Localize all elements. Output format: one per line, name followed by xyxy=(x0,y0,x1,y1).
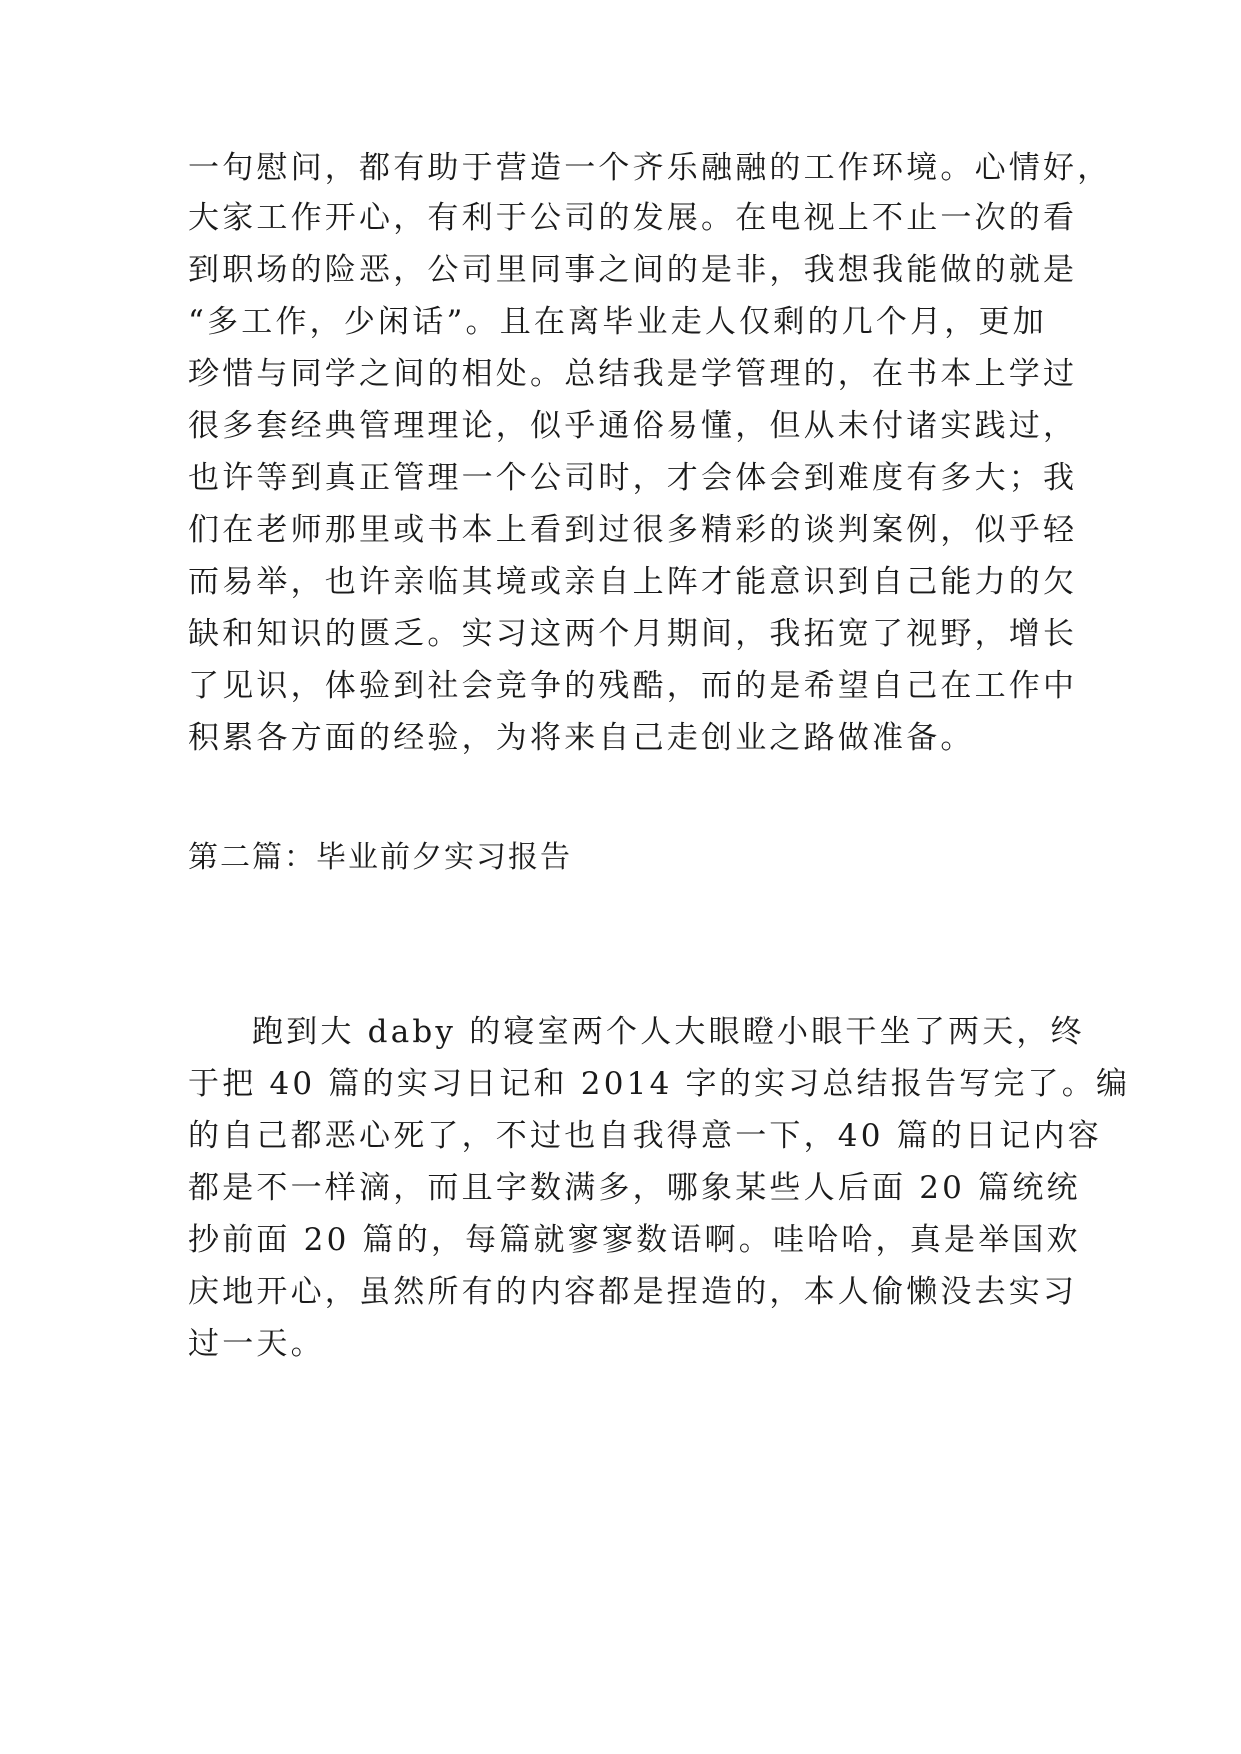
text-line: 缺和知识的匮乏。实习这两个月期间，我拓宽了视野，增长 xyxy=(188,616,1078,652)
text-line: 也许等到真正管理一个公司时，才会体会到难度有多大；我 xyxy=(188,460,1078,496)
text-line: 一句慰问，都有助于营造一个齐乐融融的工作环境。心情好， xyxy=(188,150,1112,186)
text-line: “多工作，少闲话”。且在离毕业走人仅剩的几个月，更加 xyxy=(188,304,1047,340)
text-line: 很多套经典管理理论，似乎通俗易懂，但从未付诸实践过， xyxy=(188,408,1078,444)
text-line: 庆地开心，虽然所有的内容都是捏造的，本人偷懒没去实习 xyxy=(188,1274,1078,1310)
text-line: 的自己都恶心死了，不过也自我得意一下，40 篇的日记内容 xyxy=(188,1118,1102,1154)
text-line: 到职场的险恶，公司里同事之间的是非，我想我能做的就是 xyxy=(188,252,1078,288)
text-line: 过一天。 xyxy=(188,1326,325,1362)
text-line: 积累各方面的经验，为将来自己走创业之路做准备。 xyxy=(188,720,975,756)
section-heading: 第二篇：毕业前夕实习报告 xyxy=(188,840,572,875)
text-line: 大家工作开心，有利于公司的发展。在电视上不止一次的看 xyxy=(188,200,1078,236)
text-line: 于把 40 篇的实习日记和 2014 字的实习总结报告写完了。编 xyxy=(188,1066,1131,1102)
text-line: 跑到大 daby 的寝室两个人大眼瞪小眼干坐了两天，终 xyxy=(252,1014,1085,1050)
text-line: 们在老师那里或书本上看到过很多精彩的谈判案例，似乎轻 xyxy=(188,512,1078,548)
text-line: 都是不一样滴，而且字数满多，哪象某些人后面 20 篇统统 xyxy=(188,1170,1081,1206)
text-line: 抄前面 20 篇的，每篇就寥寥数语啊。哇哈哈，真是举国欢 xyxy=(188,1222,1081,1258)
text-line: 珍惜与同学之间的相处。总结我是学管理的，在书本上学过 xyxy=(188,356,1078,392)
text-line: 了见识，体验到社会竞争的残酷，而的是希望自己在工作中 xyxy=(188,668,1078,704)
text-line: 而易举，也许亲临其境或亲自上阵才能意识到自己能力的欠 xyxy=(188,564,1078,600)
